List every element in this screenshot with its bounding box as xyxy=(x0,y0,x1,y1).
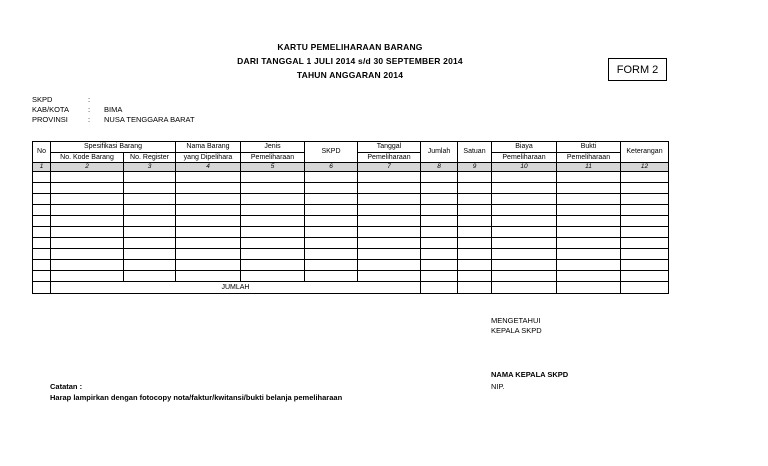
table-cell xyxy=(557,260,621,271)
index-cell: 2 xyxy=(51,163,124,172)
table-cell xyxy=(621,271,669,282)
table-cell xyxy=(621,205,669,216)
table-cell xyxy=(305,194,358,205)
table-cell xyxy=(124,271,176,282)
table-cell xyxy=(241,216,305,227)
table-cell xyxy=(33,172,51,183)
col-tanggal-1: Tanggal xyxy=(358,142,421,153)
table-cell xyxy=(176,271,241,282)
table-cell xyxy=(33,205,51,216)
table-cell xyxy=(124,249,176,260)
table-cell xyxy=(51,271,124,282)
table-cell xyxy=(557,216,621,227)
table-row xyxy=(33,183,669,194)
table-cell xyxy=(492,216,557,227)
info-value: BIMA xyxy=(104,105,123,114)
table-cell xyxy=(176,205,241,216)
table-row xyxy=(33,194,669,205)
total-cell xyxy=(621,282,669,294)
table-cell xyxy=(124,205,176,216)
table-row xyxy=(33,172,669,183)
table-cell xyxy=(557,205,621,216)
table-cell xyxy=(358,205,421,216)
col-kode: No. Kode Barang xyxy=(51,153,124,163)
col-spesifikasi: Spesifikasi Barang xyxy=(51,142,176,153)
table-cell xyxy=(51,172,124,183)
table-cell xyxy=(124,227,176,238)
title-line-2: DARI TANGGAL 1 JULI 2014 s/d 30 SEPTEMBER 2014 xyxy=(237,56,463,66)
table-cell xyxy=(557,227,621,238)
table-cell xyxy=(458,216,492,227)
info-row-skpd xyxy=(32,95,195,105)
table-cell xyxy=(458,183,492,194)
info-sep: : xyxy=(88,95,91,104)
table-cell xyxy=(421,183,458,194)
index-cell: 7 xyxy=(358,163,421,172)
table-cell xyxy=(458,249,492,260)
info-value: NUSA TENGGARA BARAT xyxy=(104,115,195,124)
table-cell xyxy=(421,260,458,271)
table-cell xyxy=(33,227,51,238)
total-cell xyxy=(421,282,458,294)
table-row xyxy=(33,205,669,216)
table-cell xyxy=(458,205,492,216)
index-cell: 12 xyxy=(621,163,669,172)
col-jenis-1: Jenis xyxy=(241,142,305,153)
table-cell xyxy=(305,205,358,216)
table-cell xyxy=(33,271,51,282)
table-cell xyxy=(33,216,51,227)
table-row xyxy=(33,249,669,260)
col-keterangan: Keterangan xyxy=(621,142,669,163)
col-biaya-2: Pemeliharaan xyxy=(492,153,557,163)
table-cell xyxy=(305,249,358,260)
table-cell xyxy=(492,249,557,260)
table-cell xyxy=(124,194,176,205)
table-cell xyxy=(176,238,241,249)
total-cell xyxy=(492,282,557,294)
table-cell xyxy=(621,216,669,227)
col-skpd: SKPD xyxy=(305,142,358,163)
index-cell: 4 xyxy=(176,163,241,172)
table-cell xyxy=(492,238,557,249)
table-cell xyxy=(51,216,124,227)
col-satuan: Satuan xyxy=(458,142,492,163)
table-cell xyxy=(458,227,492,238)
table-cell xyxy=(176,227,241,238)
table-cell xyxy=(124,183,176,194)
table-row xyxy=(33,271,669,282)
index-cell: 9 xyxy=(458,163,492,172)
table-cell xyxy=(124,260,176,271)
table-cell xyxy=(358,216,421,227)
table-cell xyxy=(358,271,421,282)
total-cell xyxy=(458,282,492,294)
col-register: No. Register xyxy=(124,153,176,163)
info-block xyxy=(32,95,195,125)
table-cell xyxy=(621,249,669,260)
table-cell xyxy=(557,271,621,282)
table-cell xyxy=(51,205,124,216)
table-cell xyxy=(492,271,557,282)
index-cell: 5 xyxy=(241,163,305,172)
catatan-text: Harap lampirkan dengan fotocopy nota/faktur/kwitansi/bukti belanja pemeliharaan xyxy=(50,393,343,402)
table-cell xyxy=(421,249,458,260)
table-cell xyxy=(51,194,124,205)
title-line-1: KARTU PEMELIHARAAN BARANG xyxy=(277,42,423,52)
total-cell-no xyxy=(33,282,51,294)
col-nama-1: Nama Barang xyxy=(176,142,241,153)
table-cell xyxy=(358,249,421,260)
table-cell xyxy=(33,194,51,205)
table-cell xyxy=(305,172,358,183)
col-jumlah: Jumlah xyxy=(421,142,458,163)
index-cell: 11 xyxy=(557,163,621,172)
title-line-3: TAHUN ANGGARAN 2014 xyxy=(296,70,404,80)
table-cell xyxy=(458,172,492,183)
table-cell xyxy=(458,271,492,282)
table-cell xyxy=(358,183,421,194)
table-cell xyxy=(176,183,241,194)
table-cell xyxy=(33,238,51,249)
table-cell xyxy=(621,183,669,194)
index-cell: 8 xyxy=(421,163,458,172)
index-cell: 6 xyxy=(305,163,358,172)
table-cell xyxy=(51,183,124,194)
col-biaya-1: Biaya xyxy=(492,142,557,153)
col-nama-2: yang Dipelihara xyxy=(176,153,241,163)
table-cell xyxy=(492,194,557,205)
index-row xyxy=(33,163,669,172)
table-cell xyxy=(124,172,176,183)
table-cell xyxy=(241,205,305,216)
table-cell xyxy=(305,238,358,249)
table-cell xyxy=(492,227,557,238)
table-cell xyxy=(176,260,241,271)
nama-kepala-label: NAMA KEPALA SKPD xyxy=(491,370,569,379)
table-cell xyxy=(305,183,358,194)
table-cell xyxy=(176,216,241,227)
table-row xyxy=(33,227,669,238)
table-cell xyxy=(492,172,557,183)
table-cell xyxy=(557,183,621,194)
table-cell xyxy=(421,205,458,216)
table-cell xyxy=(305,271,358,282)
table-cell xyxy=(51,238,124,249)
table-cell xyxy=(358,227,421,238)
table-cell xyxy=(492,260,557,271)
table-cell xyxy=(557,194,621,205)
col-bukti-1: Bukti xyxy=(557,142,621,153)
info-sep: : xyxy=(88,105,91,114)
table-row xyxy=(33,216,669,227)
table-cell xyxy=(305,260,358,271)
table-cell xyxy=(421,227,458,238)
table-cell xyxy=(124,238,176,249)
total-row xyxy=(33,282,669,294)
info-row-kabkota xyxy=(32,105,195,115)
table-cell xyxy=(176,194,241,205)
table-cell xyxy=(557,172,621,183)
col-jenis-2: Pemeliharaan xyxy=(241,153,305,163)
table-cell xyxy=(124,216,176,227)
maintenance-table xyxy=(32,141,669,294)
table-cell xyxy=(358,194,421,205)
table-cell xyxy=(458,238,492,249)
info-key: PROVINSI xyxy=(32,115,68,124)
table-cell xyxy=(33,260,51,271)
info-row-provinsi xyxy=(32,115,195,125)
table-cell xyxy=(241,227,305,238)
table-row xyxy=(33,260,669,271)
table-cell xyxy=(33,183,51,194)
mengetahui-label: MENGETAHUI xyxy=(491,316,541,325)
form-label: FORM 2 xyxy=(608,58,667,81)
table-cell xyxy=(176,249,241,260)
table-cell xyxy=(421,216,458,227)
table-cell xyxy=(241,183,305,194)
table-cell xyxy=(621,227,669,238)
table-cell xyxy=(358,172,421,183)
kepala-label: KEPALA SKPD xyxy=(491,326,542,335)
table-cell xyxy=(458,260,492,271)
col-bukti-2: Pemeliharaan xyxy=(557,153,621,163)
table-cell xyxy=(241,271,305,282)
table-cell xyxy=(421,194,458,205)
table-cell xyxy=(492,183,557,194)
index-cell: 10 xyxy=(492,163,557,172)
table-cell xyxy=(621,172,669,183)
total-label: JUMLAH xyxy=(51,282,421,294)
table-cell xyxy=(241,238,305,249)
table-cell xyxy=(358,238,421,249)
table-cell xyxy=(421,238,458,249)
table-cell xyxy=(176,172,241,183)
table-cell xyxy=(305,227,358,238)
table-cell xyxy=(241,194,305,205)
table-cell xyxy=(241,172,305,183)
table-row xyxy=(33,238,669,249)
catatan-label: Catatan : xyxy=(50,382,83,391)
table-cell xyxy=(621,238,669,249)
nip-label: NIP. xyxy=(491,382,505,391)
info-sep: : xyxy=(88,115,91,124)
table-cell xyxy=(51,249,124,260)
info-key: KAB/KOTA xyxy=(32,105,69,114)
table-cell xyxy=(621,194,669,205)
table-cell xyxy=(421,172,458,183)
total-cell xyxy=(557,282,621,294)
table-cell xyxy=(241,249,305,260)
index-cell: 3 xyxy=(124,163,176,172)
table-cell xyxy=(51,260,124,271)
table-cell xyxy=(33,249,51,260)
table-cell xyxy=(492,205,557,216)
table-cell xyxy=(458,194,492,205)
table-cell xyxy=(421,271,458,282)
table-cell xyxy=(358,260,421,271)
table-cell xyxy=(305,216,358,227)
table-cell xyxy=(621,260,669,271)
table-cell xyxy=(557,249,621,260)
table-cell xyxy=(241,260,305,271)
col-tanggal-2: Pemeliharaan xyxy=(358,153,421,163)
info-key: SKPD xyxy=(32,95,53,104)
table-cell xyxy=(51,227,124,238)
index-cell: 1 xyxy=(33,163,51,172)
table-cell xyxy=(557,238,621,249)
col-no: No xyxy=(33,142,51,163)
